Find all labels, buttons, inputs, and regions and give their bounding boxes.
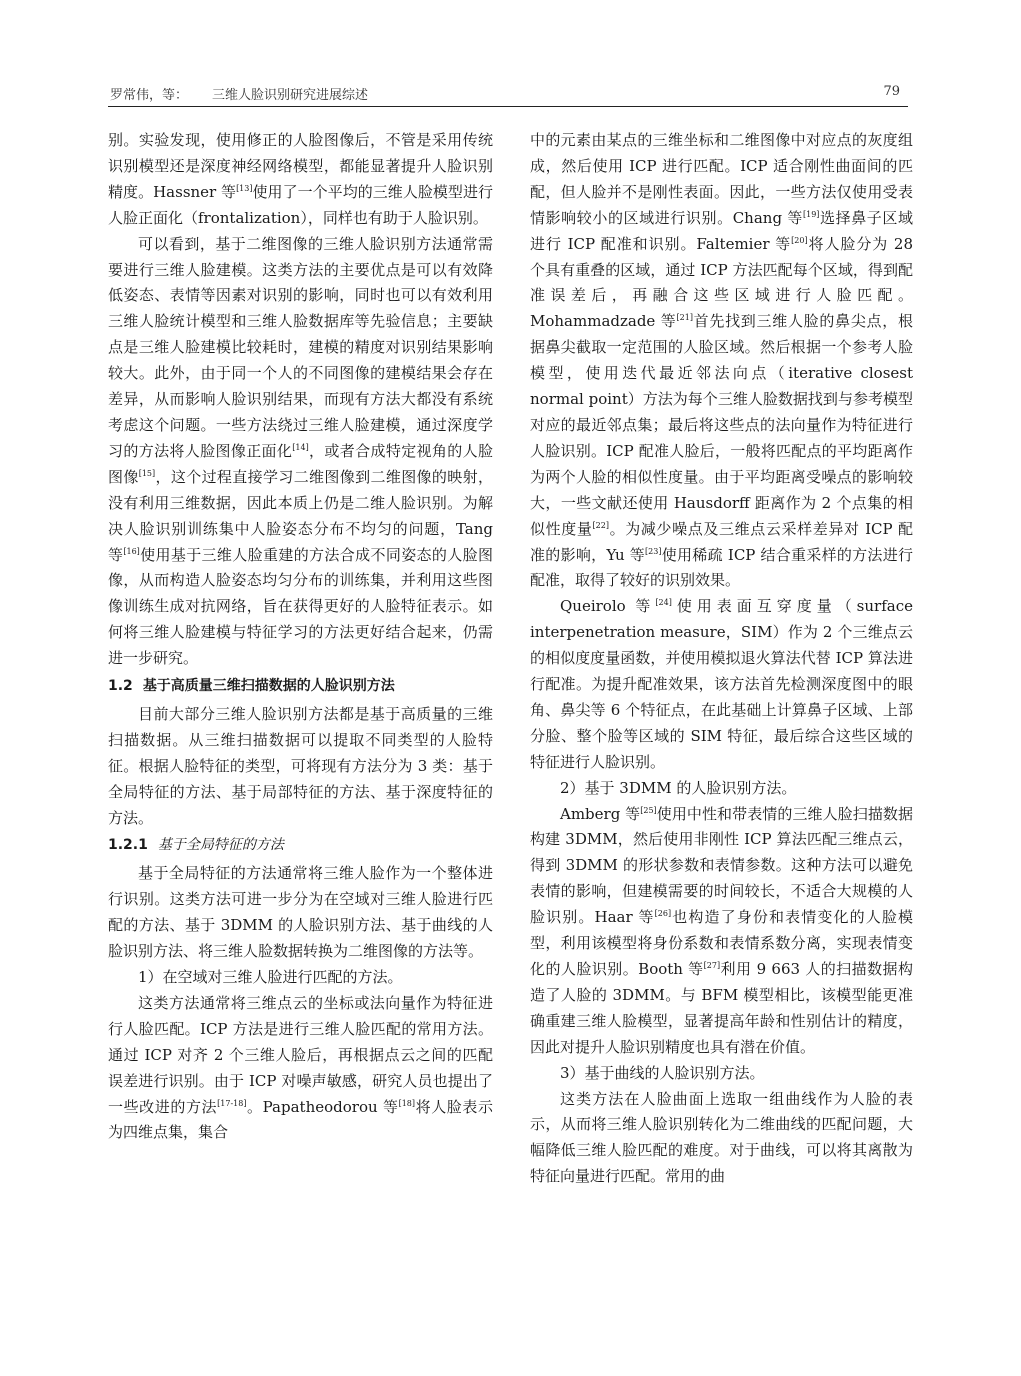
citation[interactable]: [22] [592,520,609,530]
citation[interactable]: [21] [676,313,693,323]
paragraph: 别。实验发现，使用修正的人脸图像后，不管是采用传统识别模型还是深度神经网络模型，都能显著提升人脸识别精度。Hassner 等[13]使用了一个平均的三维人脸模型进行人脸正面化（frontalization），同样也有助于人脸识别。 [108,131,493,227]
citation[interactable]: [20] [791,235,808,245]
subsection-heading: 1.2.1 基于全局特征的方法 [108,837,284,854]
running-header [108,84,908,106]
citation[interactable]: [15] [138,468,156,478]
citation[interactable]: [27] [703,961,721,970]
section-heading: 1.2 基于高质量三维扫描数据的人脸识别方法 [108,678,395,695]
paragraph: Amberg 等[25]使用中性和带表情的三维人脸扫描数据构建 3DMM，然后使用非刚性 ICP 算法匹配三维点云，得到 3DMM 的形状参数和表情参数。这种方法可以避免表情的影响，但建模需要的时间较长，不适合大规模的人脸识别。Haar 等[26]也构造了身份和表情变化的人脸模型，利用该模型将身份系数和表情系数分离，实现表情变化的人脸识别。Booth 等[27]利用 9 663 人的扫描数据构造了人脸的 3DMM。与 BFM 模型相比，该模型能更准确重建三维人脸模型，显著提高年龄和性别估计的精度，因此对提升人脸识别精度也具有潜在价值。 [530,804,913,1056]
citation[interactable]: [16] [123,546,140,556]
paragraph: 可以看到，基于二维图像的三维人脸识别方法通常需要进行三维人脸建模。这类方法的主要优点是可以有效降低姿态、表情等因素对识别的影响，同时也可以有效利用三维人脸统计模型和三维人脸数据库等先验信息；主要缺点是三维人脸建模比较耗时，建模的精度对识别结果影响较大。此外，由于同一个人的不同图像的建模结果会存在差异，从而影响人脸识别结果，而现有方法大都没有系统考虑这个问题。一些方法绕过三维人脸建模，通过深度学习的方法将人脸图像正面化[14]，或者合成特定视角的人脸图像[15]，这个过程直接学习二维图像到二维图像的映射，没有利用三维数据，因此本质上仍是二维人脸识别。为解决人脸识别训练集中人脸姿态分布不均匀的问题，Tang 等[16]使用基于三维人脸重建的方法合成不同姿态的人脸图像，从而构造人脸姿态均匀分布的训练集，并利用这些图像训练生成对抗网络，旨在获得更好的人脸特征表示。如何将三维人脸建模与特征学习的方法更好结合起来，仍需进一步研究。 [108,234,493,668]
header-rule [108,106,908,107]
list-item-heading: 3）基于曲线的人脸识别方法。 [560,1063,765,1082]
left-column [108,128,493,1288]
citation[interactable]: [24] [655,598,672,608]
paragraph: 目前大部分三维人脸识别方法都是基于高质量的三维扫描数据。从三维扫描数据可以提取不同类型的人脸特征。根据人脸特征的类型，可将现有方法分为 3 类：基于全局特征的方法、基于局部特征的方法、基于深度特征的方法。 [108,704,493,827]
citation[interactable]: [25] [640,805,657,815]
list-item-heading: 2）基于 3DMM 的人脸识别方法。 [560,778,797,797]
right-column [530,128,913,1288]
citation[interactable]: [17-18] [217,1098,247,1108]
list-item-heading: 1）在空域对三维人脸进行匹配的方法。 [138,968,403,986]
page-number: 79 [883,84,900,99]
citation[interactable]: [19] [803,209,820,219]
paragraph: Queirolo 等[24]使用表面互穿度量（surface interpenetration measure，SIM）作为 2 个三维点云的相似度度量函数，并使用模拟退火算法代替 ICP 算法进行配准。为提升配准效果，该方法首先检测深度图中的眼角、鼻尖等 6 个特征点，在此基础上计算鼻子区域、上部分脸、整个脸等区域的 SIM 特征，最后综合这些区域的特征进行人脸识别。 [530,597,913,771]
citation[interactable]: [18] [398,1098,416,1108]
paragraph: 这类方法通常将三维点云的坐标或法向量作为特征进行人脸匹配。ICP 方法是进行三维人脸匹配的常用方法。通过 ICP 对齐 2 个三维人脸后，再根据点云之间的匹配误差进行识别。由于 ICP 对噪声敏感，研究人员也提出了一些改进的方法[17-18]。Papatheodorou 等[18]将人脸表示为四维点集，集合 [108,993,493,1142]
citation[interactable]: [13] [236,183,253,193]
header-title: 三维人脸识别研究进展综述 [212,88,369,103]
paragraph: 中的元素由某点的三维坐标和二维图像中对应点的灰度组成，然后使用 ICP 进行匹配。ICP 适合刚性曲面间的匹配，但人脸并不是刚性表面。因此，一些方法仅使用受表情影响较小的区域进行识别。Chang 等[19]选择鼻子区域进行 ICP 配准和识别。Faltemier 等[20]将人脸分为 28 个具有重叠的区域，通过 ICP 方法匹配每个区域，得到配准误差后，再融合这些区域进行人脸匹配。Mohammadzade 等[21]首先找到三维人脸的鼻尖点，根据鼻尖截取一定范围的人脸区域。然后根据一个参考人脸模型，使用迭代最近邻法向点（iterative closest normal point）方法为每个三维人脸数据找到与参考模型对应的最近邻点集；最后将这些点的法向量作为特征进行人脸识别。ICP 配准人脸后，一般将匹配点的平均距离作为两个人脸的相似性度量。由于平均距离受噪点的影响较大，一些文献还使用 Hausdorff 距离作为 2 个点集的相似性度量[22]。为减少噪点及三维点云采样差异对 ICP 配准的影响，Yu 等[23]使用稀疏 ICP 结合重采样的方法进行配准，取得了较好的识别效果。 [530,131,913,590]
citation[interactable]: [23] [645,546,662,556]
citation[interactable]: [14] [292,442,309,452]
paragraph: 基于全局特征的方法通常将三维人脸作为一个整体进行识别。这类方法可进一步分为在空域对三维人脸进行匹配的方法、基于 3DMM 的人脸识别方法、基于曲线的人脸识别方法、将三维人脸数据转换为二维图像的方法等。 [108,864,493,961]
header-authors: 罗常伟，等： [110,88,189,103]
citation[interactable]: [26] [654,909,672,919]
paragraph: 这类方法在人脸曲面上选取一组曲线作为人脸的表示，从而将三维人脸识别转化为二维曲线的匹配问题，大幅降低三维人脸匹配的难度。对于曲线，可以将其离散为特征向量进行匹配。常用的曲 [530,1089,913,1186]
